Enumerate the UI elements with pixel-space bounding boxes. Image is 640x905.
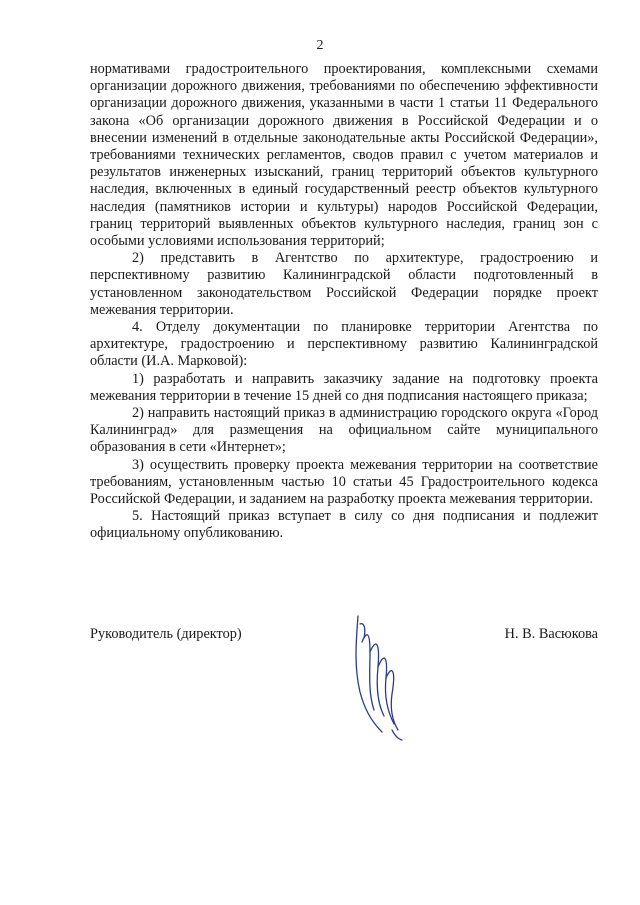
- paragraph-item-2-send: 2) направить настоящий приказ в администрацию городского округа «Город Калининград» для размещения на официальном сайте муниципального образования в сети «Интернет»;: [90, 405, 598, 456]
- paragraph-item-1-develop: 1) разработать и направить заказчику задание на подготовку проекта межевания территории в течение 15 дней со дня подписания настоящего приказа;: [90, 370, 598, 404]
- paragraph-section-4: 4. Отделу документации по планировке территории Агентства по архитектуре, градостроению и перспективному развитию Калининградской области (И.А. Марковой):: [90, 319, 598, 370]
- paragraph-continuation: нормативами градостроительного проектирования, комплексными схемами организации дорожного движения, требованиями по обеспечению эффективности организации дорожного движения, указанными в части 1 статьи 11 Федерального закона «Об организации дорожного движения в Российской Федерации и о внесении изменений в отдельные законодательные акты Российской Федерации», требованиями технических регламентов, сводов правил с учетом материалов и результатов инженерных изысканий, границ территорий объектов культурного наследия, включенных в единый государственный реестр объектов культурного наследия (памятников истории и культуры) народов Российской Федерации, границ территорий выявленных объектов культурного наследия, границ зон с особыми условиями использования территорий;: [90, 61, 598, 250]
- paragraph-item-2-submit: 2) представить в Агентство по архитектуре, градостроению и перспективному развитию Калининградской области подготовленный в установленном законодательством Российской Федерации порядке проект межевания территории.: [90, 250, 598, 318]
- signature-strokes: [356, 616, 402, 740]
- signatory-name: Н. В. Васюкова: [504, 626, 598, 642]
- handwritten-signature-icon: [340, 612, 410, 742]
- paragraph-item-3-verify: 3) осуществить проверку проекта межевания территории на соответствие требованиям, установленным частью 10 статьи 45 Градостроительного кодекса Российской Федерации, и заданием на разработку проекта межевания территории.: [90, 456, 598, 508]
- signatory-title: Руководитель (директор): [90, 626, 242, 642]
- paragraph-section-5: 5. Настоящий приказ вступает в силу со дня подписания и подлежит официальному опубликованию.: [90, 508, 598, 542]
- page-number: 2: [316, 38, 324, 53]
- document-body: [90, 61, 598, 543]
